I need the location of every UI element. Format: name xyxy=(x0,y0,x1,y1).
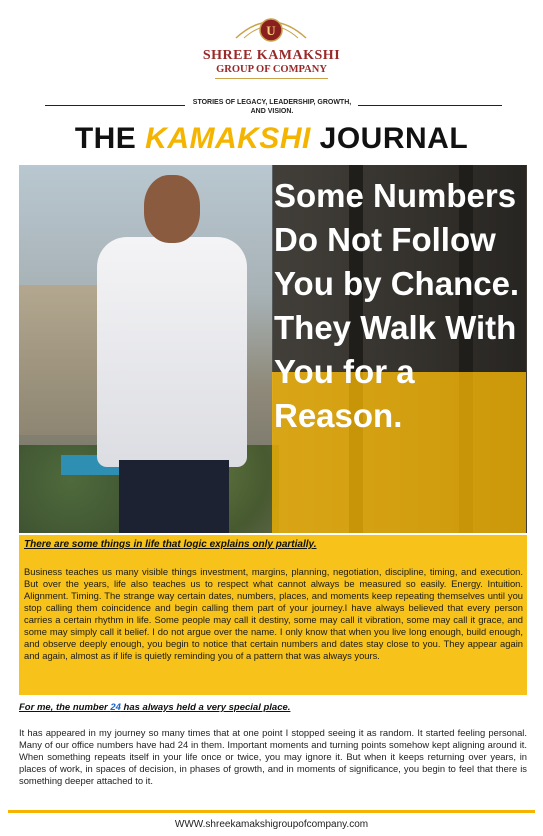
brand-divider xyxy=(215,78,328,79)
journal-title-pre: THE xyxy=(74,122,146,155)
tagline-row xyxy=(0,96,543,120)
journal-title-post: JOURNAL xyxy=(310,122,469,155)
brand-subname: GROUP OF COMPANY xyxy=(216,64,327,75)
crest-letter: U xyxy=(266,23,276,38)
white-shirt xyxy=(97,237,247,467)
person-head xyxy=(144,175,200,243)
special-number-heading xyxy=(19,702,290,713)
article-body: It has appeared in my journey so many times that at one point I stopped seeing it as random. It started feeling personal. Many of our office numbers have had 24 in them. Important moments and turning points somehow kept aligning around it. When something repeats itself in your life once or twice, you may ignore it. But when it keeps returning over years, in places of work, in spaces of decision, in phases of growth, and in moments of significance, you begin to feel that there is something deeper attached to it. xyxy=(19,727,527,786)
brand-name: SHREE KAMAKSHI xyxy=(202,48,341,63)
person-portrait xyxy=(89,175,259,533)
crest-icon xyxy=(226,8,316,46)
journal-title xyxy=(0,122,543,156)
tagline-rule-left xyxy=(45,105,185,106)
intro-title: There are some things in life that logic explains only partially. xyxy=(24,539,317,550)
dark-trousers xyxy=(119,460,229,533)
journal-title-accent: KAMAKSHI xyxy=(145,122,311,155)
footer-url[interactable]: WWW.shreekamakshigroupofcompany.com xyxy=(174,819,369,830)
hero-headline: Some Numbers Do Not Follow You by Chance. They Walk With You for a Reason. xyxy=(274,177,520,434)
special-pre: For me, the number xyxy=(19,702,111,713)
brand-logo xyxy=(0,6,543,86)
special-post: has always held a very special place. xyxy=(120,702,291,713)
footer-rule xyxy=(8,810,535,813)
tagline: STORIES OF LEGACY, LEADERSHIP, GROWTH, AND VISION. xyxy=(192,99,352,115)
special-number: 24 xyxy=(110,702,121,713)
intro-body: Business teaches us many visible things investment, margins, planning, negotiation, discipline, timing, and execution. But over the years, life also teaches us to respect what cannot always be measured so easily. Energy. Intuition. Alignment. Timing. The strange way certain dates, numbers, places, and moments keep repeating themselves until you stop calling them coincidence and begin calling them part of your journey.I have always believed that every person carries a certain rhythm in life. Some people may call it destiny, some may call it vibration, some may call it grace, and some may simply call it belief. I do not argue over the name. I only know that when you live long enough, build enough, and observe deeply enough, you begin to notice that certain numbers and dates stay close to you. They appear again and again, almost as if life is quietly reminding you of a pattern that was always yours. xyxy=(24,566,523,661)
tagline-rule-right xyxy=(358,105,502,106)
